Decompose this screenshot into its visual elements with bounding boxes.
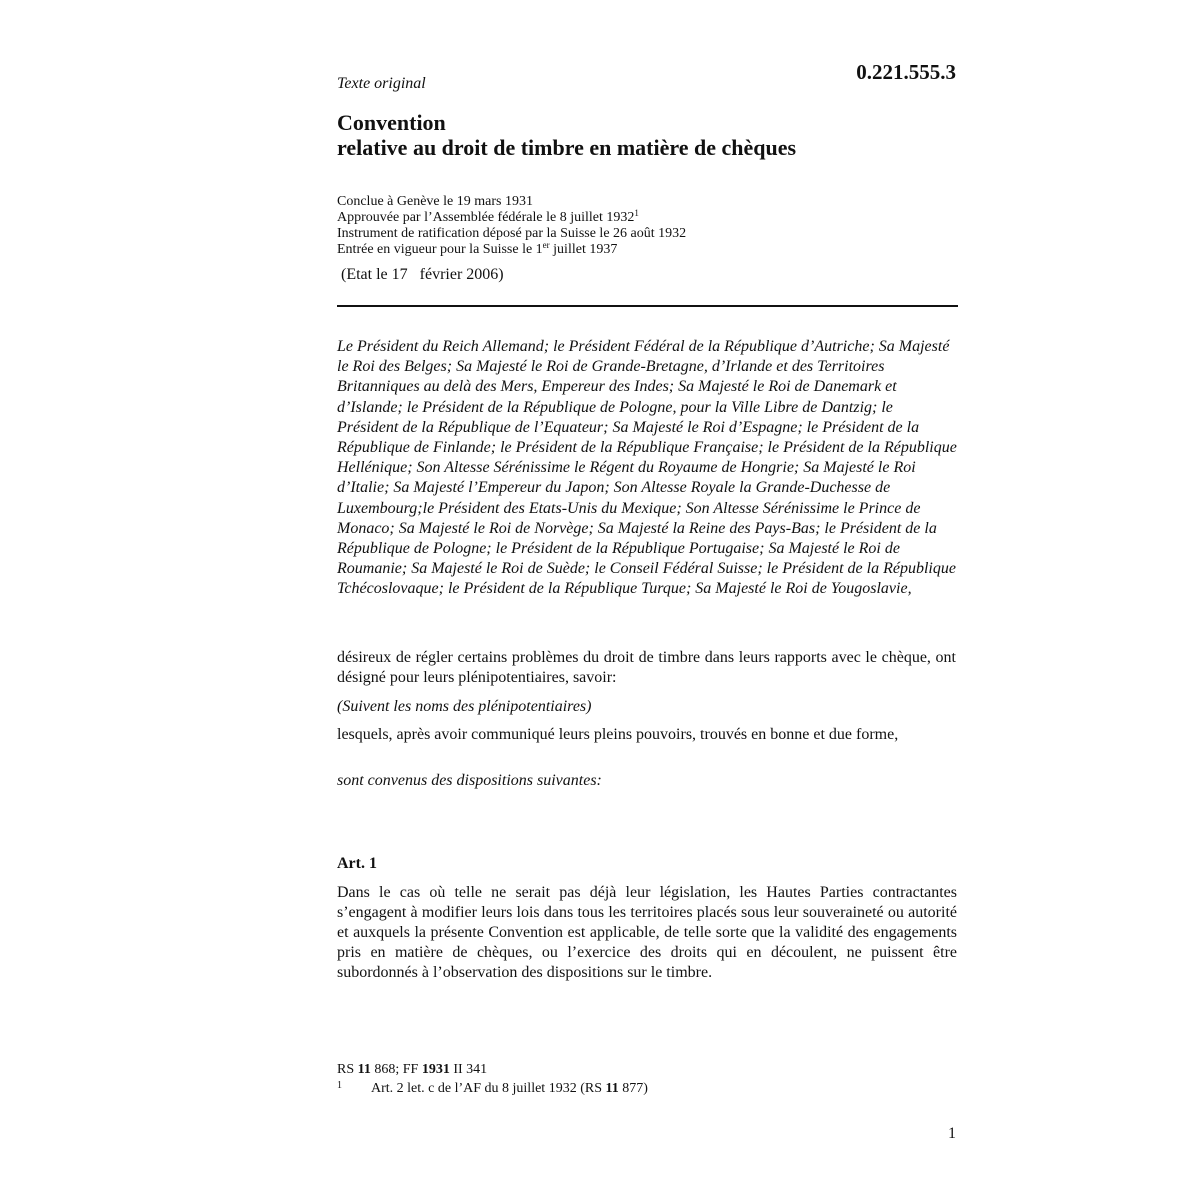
header-divider	[337, 305, 958, 307]
ref-part-b: 11	[357, 1062, 371, 1077]
paragraph-suivent: (Suivent les noms des plénipotentiaires)	[337, 698, 592, 715]
entry-ordinal: er	[542, 240, 550, 250]
ratification-date: Instrument de ratification déposé par la Suisse le 26 août 1932	[337, 226, 687, 241]
source-reference	[337, 1060, 957, 1079]
approval-date	[337, 210, 957, 226]
paragraph-convenus: sont convenus des dispositions suivantes:	[337, 772, 602, 789]
title-line-1: Convention	[337, 110, 446, 135]
footnote-ref-1[interactable]: 1	[634, 208, 639, 218]
footnotes	[337, 1060, 957, 1098]
ref-part-d: 1931	[421, 1062, 450, 1077]
approval-text: Approuvée par l’Assemblée fédérale le 8 juillet 1932	[337, 210, 635, 225]
document-title	[337, 110, 957, 160]
fn1-part-c: 877)	[618, 1081, 648, 1096]
concluded-date: Conclue à Genève le 19 mars 1931	[337, 194, 533, 209]
title-line-2: relative au droit de timbre en matière de chèques	[337, 135, 797, 160]
footnote-1	[337, 1079, 957, 1098]
status-date: (Etat le 17 février 2006)	[341, 266, 504, 283]
fn1-part-a: Art. 2 let. c de l’AF du 8 juillet 1932 (RS	[371, 1081, 606, 1096]
paragraph-lesquels: lesquels, après avoir communiqué leurs pleins pouvoirs, trouvés en bonne et due forme,	[337, 726, 899, 743]
ref-part-c: 868; FF	[370, 1062, 422, 1077]
systematic-number: 0.221.555.3	[856, 60, 956, 84]
preamble-parties: Le Président du Reich Allemand; le Président Fédéral de la République d’Autriche; Sa Majesté le Roi des Belges; Sa Majesté le Roi de Grande-Bretagne, d’Irlande et des Territoires Britanniques au delà des Mers, Empereur des Indes; Sa Majesté le Roi de Danemark et d’Islande; le Président de la République de Pologne, pour la Ville Libre de Dantzig; le Président de la République de l’Equateur; Sa Majesté le Roi d’Espagne; le Président de la République de Finlande; le Président de la République Française; le Président de la République Hellénique; Son Altesse Sérénissime le Régent du Royaume de Hongrie; Sa Majesté le Roi d’Italie; Sa Majesté l’Empereur du Japon; Son Altesse Royale la Grande-Duchesse de Luxembourg;le Président des Etats-Unis du Mexique; Son Altesse Sérénissime le Prince de Monaco; Sa Majesté le Roi de Norvège; Sa Majesté la Reine des Pays-Bas; le Président de la République de Pologne; le Président de la République Portugaise; Sa Majesté le Roi de Roumanie; Sa Majesté le Roi de Suède; le Conseil Fédéral Suisse; le Président de la République Tchécoslovaque; le Président de la République Turque; Sa Majesté le Roi de Yougoslavie,	[337, 338, 957, 598]
ref-part-a: RS	[337, 1062, 358, 1077]
article-1-title: Art. 1	[337, 855, 377, 872]
footnote-1-mark: 1	[337, 1080, 342, 1091]
original-text-label: Texte original	[337, 75, 426, 92]
paragraph-desireux: désireux de régler certains problèmes du droit de timbre dans leurs rapports avec le chèque, ont désigné pour leurs plénipotentiaires, savoir:	[337, 649, 956, 686]
article-1-text: Dans le cas où telle ne serait pas déjà leur législation, les Hautes Parties contractantes s’engagent à modifier leurs lois dans tous les territoires placés sous leur souveraineté ou autorité et auxquels la présente Convention est applicable, de telle sorte que la validité des engagements pris en matière de chèques, ou l’exercice des droits qui en découlent, ne puissent être subordonnés à l’observation des dispositions sur le timbre.	[337, 884, 957, 981]
fn1-part-b: 11	[605, 1081, 619, 1096]
footnote-1-text	[371, 1079, 648, 1098]
entry-text-prefix: Entrée en vigueur pour la Suisse le 1	[337, 242, 543, 257]
entry-text-suffix: juillet 1937	[549, 242, 618, 257]
entry-into-force	[337, 242, 957, 258]
convention-metadata	[337, 194, 957, 258]
ref-part-e: II 341	[449, 1062, 488, 1077]
page-number: 1	[948, 1125, 956, 1142]
